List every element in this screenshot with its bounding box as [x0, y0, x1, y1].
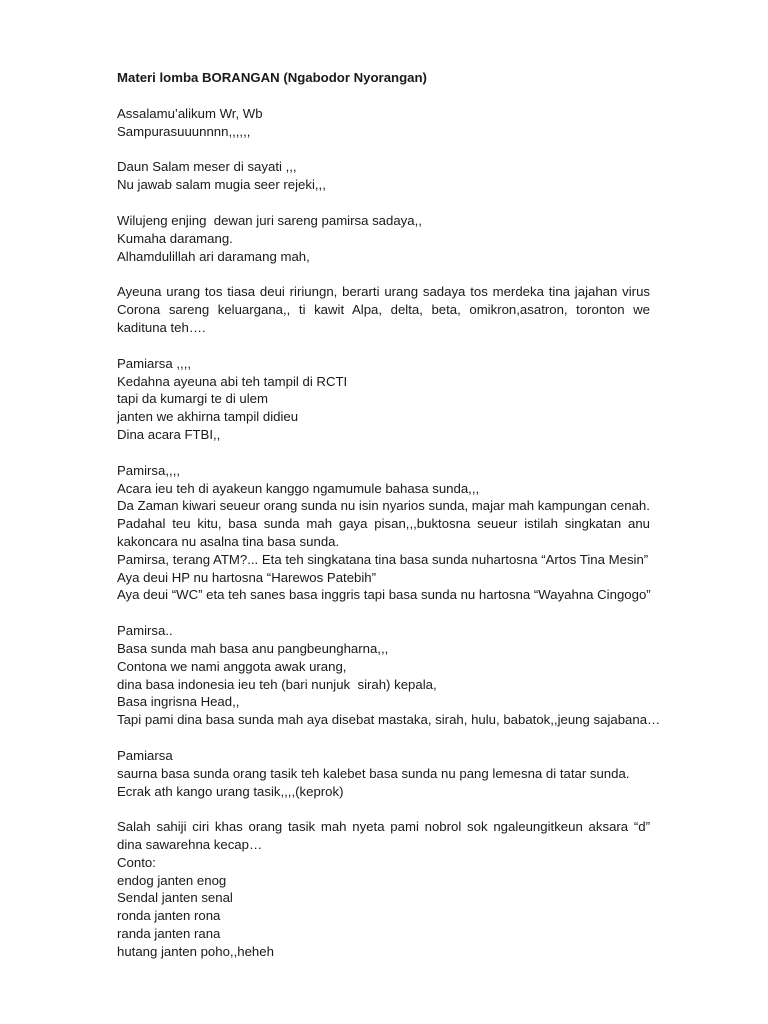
text-line: Tapi pami dina basa sunda mah aya disebat mastaka, sirah, hulu, babatok,,jeung sajabana…	[117, 712, 661, 728]
spacer	[117, 194, 650, 212]
text-line: Aya deui HP nu hartosna “Harewos Patebih”	[117, 569, 377, 585]
wilujeng-paragraph	[117, 212, 650, 265]
text-line: Alhamdulillah ari daramang mah,	[117, 248, 310, 264]
text-line: Assalamu’alikum Wr, Wb	[117, 105, 263, 121]
text-line: Nu jawab salam mugia seer rejeki,,,	[117, 177, 326, 193]
text-line: Conto:	[117, 854, 156, 870]
text-line: Aya deui “WC” eta teh sanes basa inggris tapi basa sunda nu hartosna “Wayahna Cingogo”	[117, 587, 651, 603]
text-line: ronda janten rona	[117, 908, 221, 924]
text-line: randa janten rana	[117, 926, 221, 942]
text-line: Daun Salam meser di sayati ,,,	[117, 159, 297, 175]
pamirsa-paragraph-3	[117, 622, 661, 729]
spacer	[117, 87, 650, 105]
text-line: dina basa indonesia ieu teh (bari nunjuk sirah) kepala,	[117, 676, 437, 692]
text-line: Kedahna ayeuna abi teh tampil di RCTI	[117, 373, 348, 389]
spacer	[117, 604, 650, 622]
text-line: Pamiarsa	[117, 747, 173, 763]
spacer	[117, 444, 650, 462]
salah-paragraph: Salah sahiji ciri khas orang tasik mah nyeta pami nobrol sok ngaleungitkeun aksara “d” dina sawarehna kecap…	[117, 819, 650, 853]
spacer	[117, 729, 650, 747]
salam-paragraph	[117, 158, 650, 194]
spacer	[117, 337, 650, 355]
text-line: Ecrak ath kango urang tasik,,,,(keprok)	[117, 783, 344, 799]
text-line: Da Zaman kiwari seueur orang sunda nu isin nyarios sunda, majar mah kampungan cenah.	[117, 498, 650, 514]
text-line: Pamirsa..	[117, 623, 173, 639]
greeting-paragraph	[117, 105, 650, 141]
text-line: hutang janten poho,,heheh	[117, 943, 274, 959]
text-line: Acara ieu teh di ayakeun kanggo ngamumule bahasa sunda,,,	[117, 480, 480, 496]
text-line: Contona we nami anggota awak urang,	[117, 658, 347, 674]
ayeuna-paragraph: Ayeuna urang tos tiasa deui ririungn, berarti urang sadaya tos merdeka tina jajahan virus Corona sareng keluargana,, ti kawit Alpa, delta, beta, omikron,asatron, toronton we kadituna teh….	[117, 284, 650, 335]
conto-list	[117, 854, 650, 961]
text-line: Pamiarsa ,,,,	[117, 355, 192, 371]
text-line: Sendal janten senal	[117, 890, 233, 906]
text-line: Dina acara FTBI,,	[117, 426, 221, 442]
text-line: Wilujeng enjing dewan juri sareng pamirsa sadaya,,	[117, 212, 422, 228]
text-line: tapi da kumargi te di ulem	[117, 391, 268, 407]
spacer	[117, 800, 650, 818]
pamirsa-paragraph-2	[117, 462, 650, 604]
text-line: endog janten enog	[117, 872, 227, 888]
text-line: Basa ingrisna Head,,	[117, 694, 240, 710]
text-line: Kumaha daramang.	[117, 230, 233, 246]
text-line: janten we akhirna tampil didieu	[117, 409, 299, 425]
text-line: Sampurasuuunnnn,,,,,,	[117, 123, 251, 139]
spacer	[117, 265, 650, 283]
text-line: Pamirsa,,,,	[117, 462, 181, 478]
text-line: Pamirsa, terang ATM?... Eta teh singkatana tina basa sunda nuhartosna “Artos Tina Mesin”	[117, 551, 649, 567]
pamiarsa-paragraph-1	[117, 355, 650, 444]
text-block: Padahal teu kitu, basa sunda mah gaya pisan,,,buktosna seueur istilah singkatan anu kakoncara nu asalna tina basa sunda.	[117, 516, 650, 549]
spacer	[117, 140, 650, 158]
text-line: saurna basa sunda orang tasik teh kalebet basa sunda nu pang lemesna di tatar sunda.	[117, 765, 630, 781]
document-title: Materi lomba BORANGAN (Ngabodor Nyorangan)	[117, 70, 427, 85]
pamiarsa-paragraph-4	[117, 747, 650, 800]
text-line: Basa sunda mah basa anu pangbeungharna,,,	[117, 640, 389, 656]
